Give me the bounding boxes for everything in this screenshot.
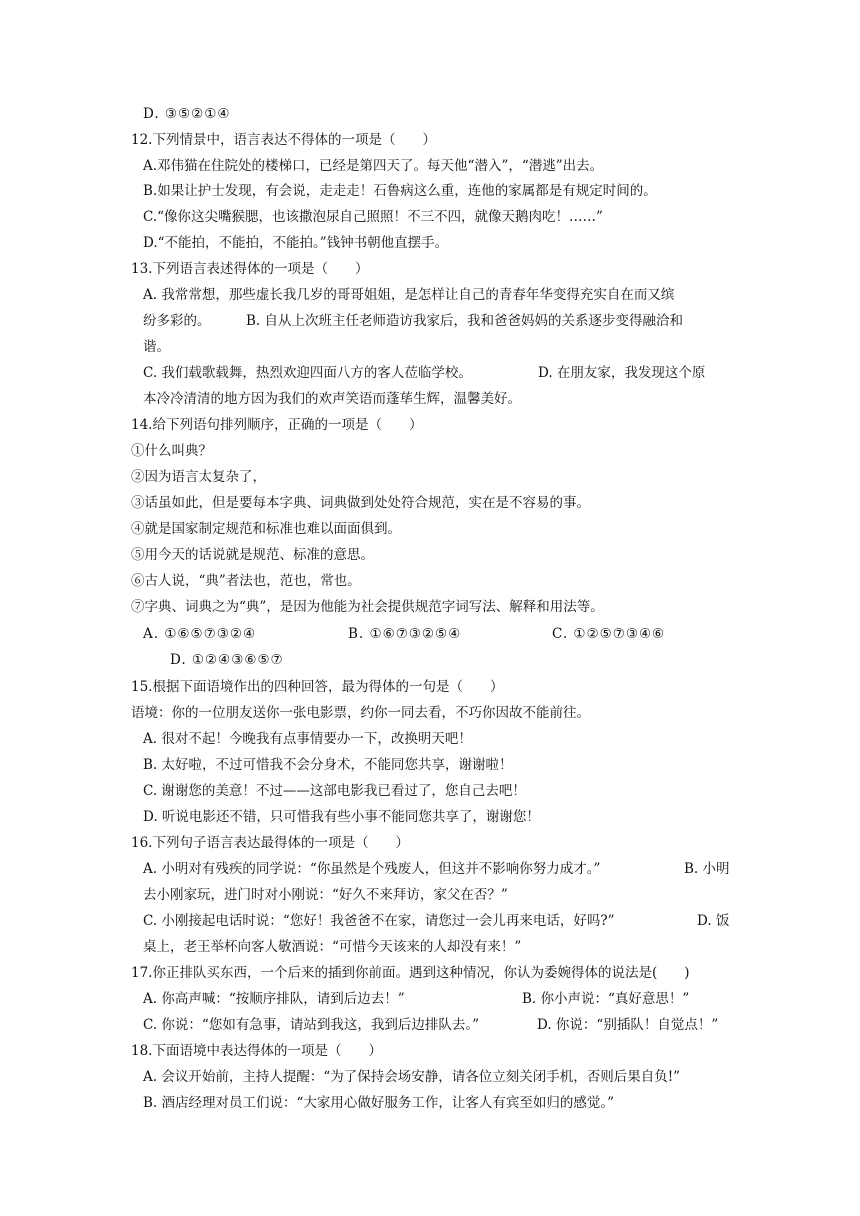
q17-option-b: B. 你小声说：“真好意思！” [522,991,690,1007]
q16-option-a: A. 小明对有残疾的同学说：“你虽然是个残废人，但这并不影响你努力成才。” [143,861,601,877]
q18-stem: 18.下面语境中表达得体的一项是（ ） [131,1043,382,1059]
q16-option-d: D. 饭 [697,913,730,929]
q17-option-c: C. 你说：“您如有急事，请站到我这，我到后边排队去。” [143,1017,479,1033]
q16-option-c: C. 小刚接起电话时说：“您好！我爸爸不在家，请您过一会儿再来电话，好吗?” [143,913,615,929]
q12-stem: 12.下列情景中，语言表达不得体的一项是（ ） [131,132,436,148]
q13-option-b: B. 自从上次班主任老师造访我家后，我和爸爸妈妈的关系逐步变得融洽和 [246,313,684,329]
q14-option-b: B. ①⑥⑦③②⑤④ [348,626,462,642]
q17-stem: 17.你正排队买东西，一个后来的插到你前面。遇到这种情况，你认为委婉得体的说法是( ) [131,965,690,981]
q14-option-a: A. ①⑥⑤⑦③②④ [143,626,257,642]
q12-option-b: B.如果让护士发现，有会说，走走走！石鲁病这么重，连他的家属都是有规定时间的。 [143,183,657,199]
q13-option-c: C. 我们载歌载舞，热烈欢迎四面八方的客人莅临学校。 [143,365,472,381]
q14-sentence-2: ②因为语言太复杂了， [131,469,266,485]
q16-option-d-cont: 桌上，老王举杯向客人敬酒说：“可惜今天该来的人却没有来！” [143,939,522,955]
q14-option-c: C. ①②⑤⑦③④⑥ [552,626,666,642]
q13-option-d-cont: 本冷冷清清的地方因为我们的欢声笑语而蓬荜生辉，温馨美好。 [143,391,521,407]
q17-option-d: D. 你说：“别插队！自觉点！” [537,1017,719,1033]
q15-option-a: A. 很对不起！今晚我有点事情要办一下，改换明天吧！ [143,731,472,747]
q15-option-c: C. 谢谢您的美意！不过——这部电影我已看过了，您自己去吧！ [143,783,526,799]
q14-sentence-6: ⑥古人说，“典”者法也，范也，常也。 [131,573,361,589]
q11-option-d: D. ③⑤②①④ [143,106,231,122]
q15-option-b: B. 太好啦，不过可惜我不会分身术，不能同您共享，谢谢啦！ [143,757,513,773]
q17-option-a: A. 你高声喊：“按顺序排队，请到后边去！” [143,991,405,1007]
q16-option-b-cont: 去小刚家玩，进门时对小刚说：“好久不来拜访，家父在否？” [143,887,508,903]
q13-option-a: A. 我常常想，那些虚长我几岁的哥哥姐姐，是怎样让自己的青春年华变得充实自在而又缤 [143,287,675,303]
q13-option-b-cont: 谐。 [143,339,170,355]
q14-sentence-7: ⑦字典、词典之为“典”，是因为他能为社会提供规范字词写法、解释和用法等。 [131,599,604,615]
q13-option-a-cont: 纷多彩的。 [143,313,211,329]
q13-option-d: D. 在朋友家，我发现这个原 [538,365,706,381]
q12-option-c: C.“像你这尖嘴猴腮，也该撒泡尿自己照照！不三不四，就像天鹅肉吃！……” [143,209,603,225]
q18-option-b: B. 酒店经理对员工们说：“大家用心做好服务工作，让客人有宾至如归的感觉。” [143,1095,615,1111]
q14-option-d: D. ①②④③⑥⑤⑦ [170,652,284,668]
q16-stem: 16.下列句子语言表达最得体的一项是（ ） [131,835,409,851]
q18-option-a: A. 会议开始前，主持人提醒：“为了保持会场安静，请各位立刻关闭手机，否则后果自负!” [143,1069,681,1085]
q14-sentence-3: ③话虽如此，但是要每本字典、词典做到处处符合规范，实在是不容易的事。 [131,495,590,511]
q12-option-a: A.邓伟猫在住院处的楼梯口，已经是第四天了。每天他“潜入”，“潜逃”出去。 [143,158,604,174]
q14-sentence-5: ⑤用今天的话说就是规范、标准的意思。 [131,547,374,563]
q15-context: 语境：你的一位朋友送你一张电影票，约你一同去看，不巧你因故不能前往。 [131,705,590,721]
q15-option-d: D. 听说电影还不错，只可惜我有些小事不能同您共享了，谢谢您！ [143,809,540,825]
q14-sentence-4: ④就是国家制定规范和标准也难以面面俱到。 [131,521,401,537]
q14-stem: 14.给下列语句排列顺序，正确的一项是（ ） [131,417,423,433]
q16-option-b: B. 小明 [684,861,730,877]
q13-stem: 13.下列语言表述得体的一项是（ ） [131,261,369,277]
q12-option-d: D.“不能拍，不能拍，不能拍。”钱钟书朝他直摆手。 [143,235,449,251]
q14-sentence-1: ①什么叫典？ [131,443,212,459]
q15-stem: 15.根据下面语境作出的四种回答，最为得体的一句是（ ） [131,679,504,695]
